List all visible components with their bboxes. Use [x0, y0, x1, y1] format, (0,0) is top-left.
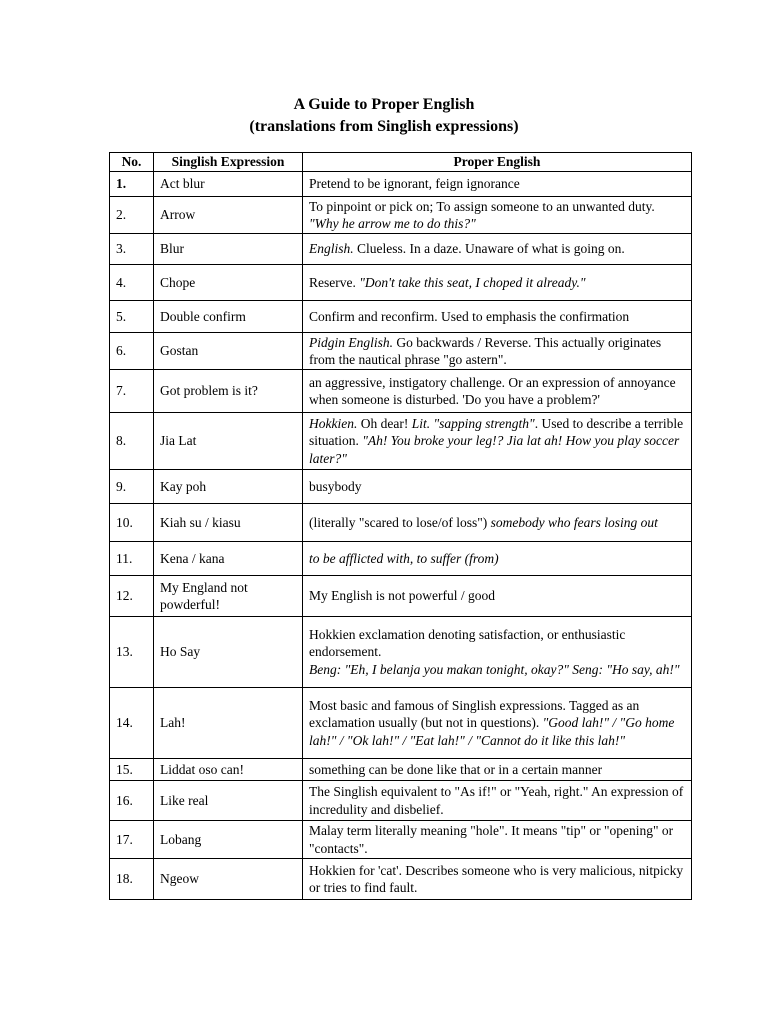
proper-english	[303, 197, 692, 234]
translation-segment: Malay term literally meaning "hole". It means "tip" or "opening" or "contacts".	[309, 823, 674, 856]
header-singlish-expression: Singlish Expression	[154, 153, 303, 172]
proper-english	[303, 370, 692, 413]
proper-english	[303, 265, 692, 301]
proper-english	[303, 859, 692, 900]
proper-english	[303, 301, 692, 333]
table-row	[110, 688, 692, 759]
translation-segment: (literally "scared to lose/of loss")	[309, 514, 491, 530]
singlish-expression: Kay poh	[154, 470, 303, 504]
translation-segment: Pidgin English.	[309, 334, 393, 350]
singlish-expression: My England not powderful!	[154, 576, 303, 617]
proper-english	[303, 688, 692, 759]
row-number: 2.	[110, 197, 154, 234]
row-number: 5.	[110, 301, 154, 333]
row-number: 18.	[110, 859, 154, 900]
header-no: No.	[110, 153, 154, 172]
row-number: 11.	[110, 542, 154, 576]
translation-table	[109, 152, 692, 900]
table-row	[110, 504, 692, 542]
proper-english	[303, 617, 692, 688]
table-row	[110, 781, 692, 821]
table-row	[110, 576, 692, 617]
table-row	[110, 333, 692, 370]
table-row	[110, 265, 692, 301]
table-body	[110, 172, 692, 900]
translation-segment: . Used to describe a terrible situation.	[309, 415, 684, 449]
row-number: 3.	[110, 234, 154, 265]
translation-segment: Hokkien exclamation denoting satisfaction, or enthusiastic endorsement.	[309, 626, 626, 660]
translation-segment: Pretend to be ignorant, feign ignorance	[309, 176, 520, 192]
proper-english	[303, 333, 692, 370]
singlish-expression: Ho Say	[154, 617, 303, 688]
singlish-expression: Lobang	[154, 821, 303, 859]
translation-segment: Beng: "Eh, I belanja you makan tonight, okay?" Seng: "Ho say, ah!"	[309, 661, 680, 677]
singlish-expression: Arrow	[154, 197, 303, 234]
table-row	[110, 370, 692, 413]
row-number: 4.	[110, 265, 154, 301]
translation-segment: To pinpoint or pick on; To assign someone to an unwanted duty.	[309, 198, 655, 214]
translation-segment: "Ah! You broke your leg!? Jia lat ah! How you play soccer later?"	[309, 433, 680, 466]
proper-english	[303, 542, 692, 576]
translation-segment: Go backwards / Reverse. This actually originates from the nautical phrase "go astern".	[309, 334, 662, 367]
singlish-expression: Double confirm	[154, 301, 303, 333]
row-number: 8.	[110, 413, 154, 470]
row-number: 15.	[110, 759, 154, 781]
row-number: 12.	[110, 576, 154, 617]
translation-segment: My English is not powerful / good	[309, 588, 495, 604]
document-subtitle: (translations from Singlish expressions)	[249, 118, 519, 135]
table-header-row	[110, 153, 692, 172]
proper-english	[303, 470, 692, 504]
proper-english	[303, 234, 692, 265]
singlish-expression: Got problem is it?	[154, 370, 303, 413]
table-row	[110, 542, 692, 576]
translation-segment: Lit. "sapping strength"	[411, 415, 535, 431]
row-number: 6.	[110, 333, 154, 370]
proper-english	[303, 759, 692, 781]
translation-segment: an aggressive, instigatory challenge. Or an expression of annoyance when someone is disturbed. 'Do you have a problem?'	[309, 374, 676, 407]
table-row	[110, 859, 692, 900]
table-row	[110, 413, 692, 470]
proper-english	[303, 781, 692, 821]
translation-segment: Reserve.	[309, 274, 360, 290]
translation-segment: "Don't take this seat, I choped it already."	[359, 274, 586, 290]
singlish-expression: Like real	[154, 781, 303, 821]
proper-english	[303, 172, 692, 197]
translation-segment: Confirm and reconfirm. Used to emphasis the confirmation	[309, 308, 630, 324]
table-row	[110, 197, 692, 234]
singlish-expression: Ngeow	[154, 859, 303, 900]
row-number: 7.	[110, 370, 154, 413]
singlish-expression: Kiah su / kiasu	[154, 504, 303, 542]
row-number: 13.	[110, 617, 154, 688]
translation-segment: "Why he arrow me to do this?"	[309, 216, 476, 231]
singlish-expression: Jia Lat	[154, 413, 303, 470]
row-number: 9.	[110, 470, 154, 504]
table-row	[110, 821, 692, 859]
translation-segment: English.	[309, 241, 354, 257]
singlish-expression: Lah!	[154, 688, 303, 759]
proper-english	[303, 821, 692, 859]
table-row	[110, 301, 692, 333]
table-row	[110, 172, 692, 197]
row-number: 1.	[110, 172, 154, 197]
translation-segment: something can be done like that or in a certain manner	[309, 761, 603, 777]
header-proper-english: Proper English	[303, 153, 692, 172]
row-number: 14.	[110, 688, 154, 759]
translation-segment: Hokkien for 'cat'. Describes someone who is very malicious, nitpicky or tries to find fault.	[309, 862, 684, 895]
row-number: 17.	[110, 821, 154, 859]
singlish-expression: Kena / kana	[154, 542, 303, 576]
row-number: 16.	[110, 781, 154, 821]
table-row	[110, 234, 692, 265]
translation-segment: "Good lah!" / "Go home lah!" / "Ok lah!" / "Eat lah!" / "Cannot do it like this lah!"	[309, 715, 675, 748]
singlish-expression: Act blur	[154, 172, 303, 197]
translation-segment: busybody	[309, 478, 362, 494]
document-title: A Guide to Proper English	[293, 96, 475, 113]
proper-english	[303, 576, 692, 617]
singlish-expression: Gostan	[154, 333, 303, 370]
translation-segment: somebody who fears losing out	[490, 514, 658, 530]
translation-segment: Most basic and famous of Singlish expressions. Tagged as an exclamation usually (but not in questions).	[309, 697, 640, 731]
singlish-expression: Chope	[154, 265, 303, 301]
singlish-expression: Blur	[154, 234, 303, 265]
translation-segment: Oh dear!	[357, 415, 412, 431]
table-row	[110, 759, 692, 781]
translation-segment: Clueless. In a daze. Unaware of what is going on.	[353, 241, 625, 257]
proper-english	[303, 413, 692, 470]
row-number: 10.	[110, 504, 154, 542]
table-row	[110, 617, 692, 688]
table-row	[110, 470, 692, 504]
translation-segment: to be afflicted with, to suffer (from)	[309, 550, 499, 566]
singlish-expression: Liddat oso can!	[154, 759, 303, 781]
translation-segment: Hokkien.	[309, 415, 358, 431]
translation-segment: The Singlish equivalent to "As if!" or "Yeah, right." An expression of incredulity and disbelief.	[309, 784, 684, 817]
proper-english	[303, 504, 692, 542]
